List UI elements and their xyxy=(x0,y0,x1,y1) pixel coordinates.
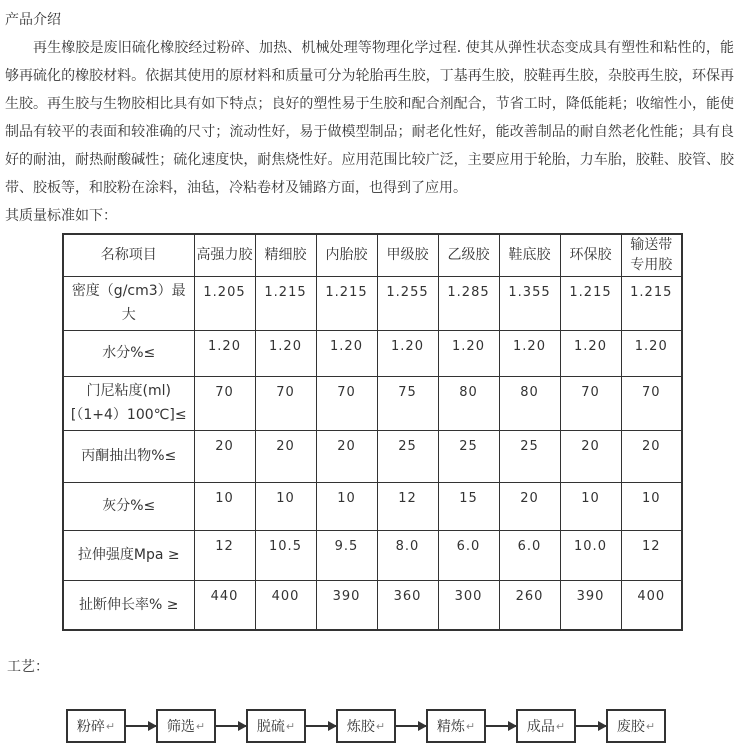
row-label: 丙酮抽出物%≤ xyxy=(63,430,194,482)
flow-arrow-icon xyxy=(306,725,336,727)
table-row xyxy=(63,482,682,530)
table-cell-value: 10 xyxy=(255,482,316,530)
table-cell-value: 1.285 xyxy=(438,276,499,330)
process-step-box xyxy=(156,709,216,743)
table-cell-value: 25 xyxy=(438,430,499,482)
paragraph-return-icon: ↵ xyxy=(195,719,206,733)
table-cell-value: 1.355 xyxy=(499,276,560,330)
table-cell-value: 80 xyxy=(499,376,560,430)
paragraph-return-icon: ↵ xyxy=(555,719,566,733)
table-cell-value: 440 xyxy=(194,580,255,630)
row-label: 扯断伸长率% ≥ xyxy=(63,580,194,630)
row-label: 密度（g/cm3）最大 xyxy=(63,276,194,330)
table-cell-value: 10.0 xyxy=(560,530,621,580)
flow-arrow-icon xyxy=(216,725,246,727)
flow-arrow-icon xyxy=(486,725,516,727)
intro-paragraph: 再生橡胶是废旧硫化橡胶经过粉碎、加热、机械处理等物理化学过程. 使其从弹性状态变成具有塑性和粘性的，能够再硫化的橡胶材料。依据其使用的原材料和质量可分为轮胎再生胶，丁基再生胶，胶鞋再生胶，杂胶再生胶，环保再生胶。再生胶与生物胶相比具有如下特点；良好的塑性易于生胶和配合剂配合，节省工时，降低能耗；收缩性小，能使制品有较平的表面和较准确的尺寸；流动性好，易于做模型制品；耐老化性好，能改善制品的耐自然老化性能；具有良好的耐油，耐热耐酸碱性；硫化速度快，耐焦烧性好。应用范围比较广泛，主要应用于轮胎，力车胎，胶鞋、胶管、胶带、胶板等，和胶粉在涂料，油毡，冷粘卷材及铺路方面，也得到了应用。 xyxy=(5,40,734,196)
row-label: 拉伸强度Mpa ≥ xyxy=(63,530,194,580)
table-cell-value: 1.20 xyxy=(316,330,377,376)
table-cell-value: 75 xyxy=(377,376,438,430)
table-cell-value: 70 xyxy=(255,376,316,430)
table-row xyxy=(63,430,682,482)
table-cell-value: 70 xyxy=(194,376,255,430)
table-cell-value: 6.0 xyxy=(499,530,560,580)
process-step-box xyxy=(66,709,126,743)
table-cell-value: 1.20 xyxy=(621,330,682,376)
table-cell-value: 70 xyxy=(621,376,682,430)
table-cell-value: 6.0 xyxy=(438,530,499,580)
process-step-box xyxy=(426,709,486,743)
table-row xyxy=(63,530,682,580)
table-cell-value: 1.20 xyxy=(377,330,438,376)
table-row xyxy=(63,580,682,630)
table-cell-value: 20 xyxy=(255,430,316,482)
process-step-box xyxy=(606,709,666,743)
table-cell-value: 20 xyxy=(499,482,560,530)
table-cell-value: 20 xyxy=(621,430,682,482)
table-cell-value: 8.0 xyxy=(377,530,438,580)
table-cell-value: 390 xyxy=(316,580,377,630)
row-label: 门尼粘度(ml)[（1+4）100℃]≤ xyxy=(63,376,194,430)
process-step-label: 炼胶 xyxy=(346,719,375,735)
table-cell-value: 300 xyxy=(438,580,499,630)
column-header: 甲级胶 xyxy=(377,234,438,276)
table-cell-value: 1.20 xyxy=(499,330,560,376)
table-cell-value: 70 xyxy=(316,376,377,430)
process-label: 工艺： xyxy=(7,659,49,675)
process-step-label: 筛选 xyxy=(166,719,195,735)
process-step-box xyxy=(336,709,396,743)
table-cell-value: 1.215 xyxy=(316,276,377,330)
flow-arrow-icon xyxy=(396,725,426,727)
table-cell-value: 10 xyxy=(560,482,621,530)
process-step-label: 成品 xyxy=(526,719,555,735)
table-cell-value: 20 xyxy=(316,430,377,482)
process-step-label: 废胶 xyxy=(616,719,645,735)
process-flow-diagram xyxy=(66,709,734,743)
table-header-row xyxy=(63,234,682,276)
table-cell-value: 12 xyxy=(621,530,682,580)
table-intro-line: 其质量标准如下： xyxy=(5,208,117,224)
process-step-box xyxy=(246,709,306,743)
table-cell-value: 1.215 xyxy=(255,276,316,330)
row-label: 水分%≤ xyxy=(63,330,194,376)
table-cell-value: 10 xyxy=(621,482,682,530)
table-cell-value: 1.215 xyxy=(560,276,621,330)
table-cell-value: 70 xyxy=(560,376,621,430)
table-cell-value: 12 xyxy=(194,530,255,580)
table-cell-value: 400 xyxy=(255,580,316,630)
column-header-name-item: 名称项目 xyxy=(63,234,194,276)
column-header: 精细胶 xyxy=(255,234,316,276)
row-label: 灰分%≤ xyxy=(63,482,194,530)
table-cell-value: 20 xyxy=(194,430,255,482)
table-cell-value: 1.215 xyxy=(621,276,682,330)
table-cell-value: 20 xyxy=(560,430,621,482)
paragraph-return-icon: ↵ xyxy=(105,719,116,733)
column-header: 内胎胶 xyxy=(316,234,377,276)
process-step-label: 粉碎 xyxy=(76,719,105,735)
table-cell-value: 1.255 xyxy=(377,276,438,330)
flow-arrow-icon xyxy=(576,725,606,727)
table-cell-value: 1.20 xyxy=(438,330,499,376)
process-step-label: 精炼 xyxy=(436,719,465,735)
process-step-box xyxy=(516,709,576,743)
table-cell-value: 1.20 xyxy=(194,330,255,376)
column-header: 鞋底胶 xyxy=(499,234,560,276)
table-cell-value: 80 xyxy=(438,376,499,430)
paragraph-return-icon: ↵ xyxy=(465,719,476,733)
table-cell-value: 25 xyxy=(377,430,438,482)
table-row xyxy=(63,330,682,376)
flow-arrow-icon xyxy=(126,725,156,727)
table-cell-value: 9.5 xyxy=(316,530,377,580)
table-cell-value: 25 xyxy=(499,430,560,482)
column-header: 环保胶 xyxy=(560,234,621,276)
paragraph-return-icon: ↵ xyxy=(285,719,296,733)
table-cell-value: 360 xyxy=(377,580,438,630)
column-header: 高强力胶 xyxy=(194,234,255,276)
paragraph-return-icon: ↵ xyxy=(375,719,386,733)
table-row xyxy=(63,376,682,430)
table-cell-value: 1.20 xyxy=(255,330,316,376)
quality-standards-table xyxy=(62,233,683,631)
column-header: 乙级胶 xyxy=(438,234,499,276)
table-cell-value: 390 xyxy=(560,580,621,630)
column-header: 输送带专用胶 xyxy=(621,234,682,276)
table-cell-value: 1.20 xyxy=(560,330,621,376)
page-title: 产品介绍 xyxy=(5,12,61,28)
paragraph-return-icon: ↵ xyxy=(645,719,656,733)
table-cell-value: 1.205 xyxy=(194,276,255,330)
table-cell-value: 10 xyxy=(194,482,255,530)
table-cell-value: 10 xyxy=(316,482,377,530)
table-cell-value: 15 xyxy=(438,482,499,530)
table-row xyxy=(63,276,682,330)
table-cell-value: 10.5 xyxy=(255,530,316,580)
table-cell-value: 400 xyxy=(621,580,682,630)
table-cell-value: 260 xyxy=(499,580,560,630)
table-cell-value: 12 xyxy=(377,482,438,530)
process-step-label: 脱硫 xyxy=(256,719,285,735)
